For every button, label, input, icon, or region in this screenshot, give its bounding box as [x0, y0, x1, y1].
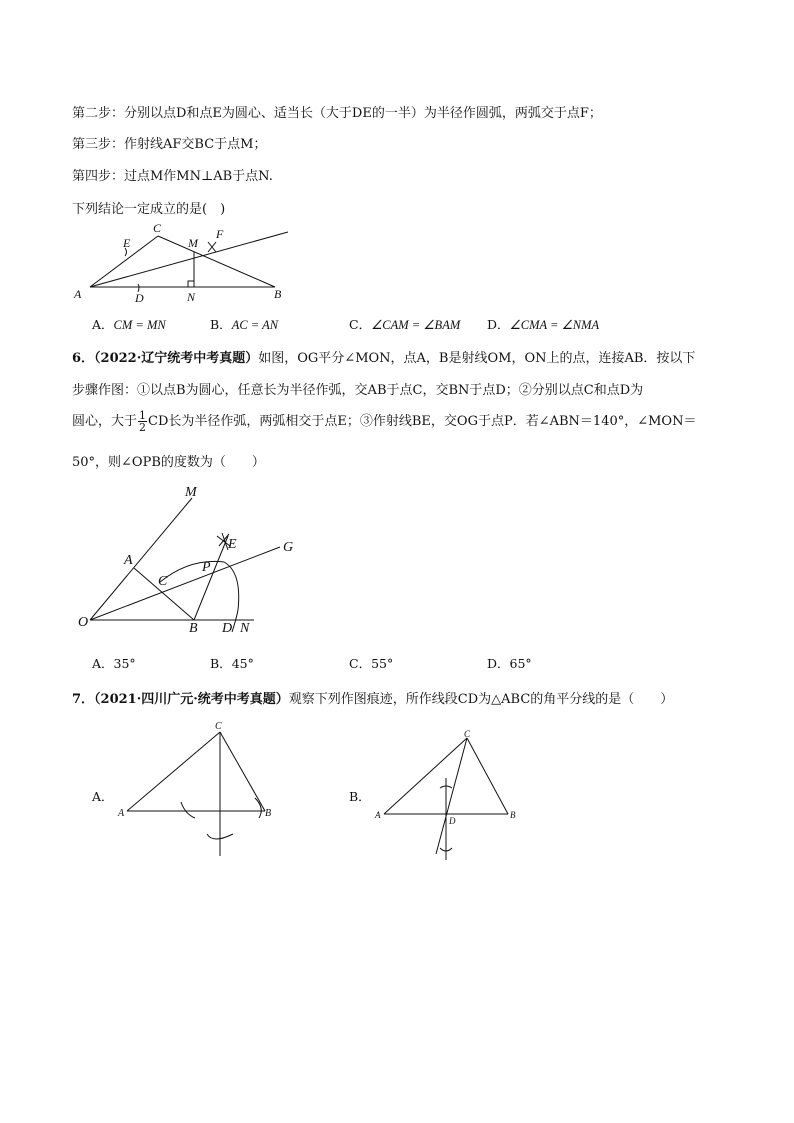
- q7-option-a-label[interactable]: A．: [92, 789, 114, 804]
- q5-option-c[interactable]: C．∠CAM = ∠BAM: [349, 317, 461, 332]
- q7-option-b-figure[interactable]: [372, 728, 532, 863]
- q6-option-a[interactable]: A．35°: [92, 656, 136, 671]
- q6-label-d: D: [222, 621, 233, 636]
- q7-line: 7．（2021·四川广元·统考中考真题）观察下列作图痕迹，所作线段CD为△ABC的角平分线的是（ ）: [72, 692, 674, 707]
- q7-option-b-label[interactable]: B．: [349, 789, 371, 804]
- q6-label-p: P: [202, 560, 211, 575]
- q7b-label-d: D: [449, 816, 456, 826]
- q5-label-a: A: [74, 287, 82, 301]
- q6-label-a: A: [124, 553, 133, 568]
- q6-line-1: 6．（2022·辽宁统考中考真题）如图，OG平分∠MON，点A，B是射线OM，ON上的点，连接AB．按以下: [72, 351, 696, 366]
- q5-option-b[interactable]: B．AC = AN: [210, 317, 279, 332]
- q6-label-g: G: [283, 540, 294, 555]
- q5-label-f: F: [216, 227, 224, 241]
- q6-label-o: O: [78, 615, 89, 630]
- q6-label-b: B: [189, 621, 198, 636]
- q6-line-3: 圆心，大于 $\frac{1}{2}$ CD长为半径作弧，两弧相交于点E；③作射线BE，交OG于点P．若∠ABN＝140°，∠MON＝: [72, 409, 697, 434]
- q6-label-e: E: [228, 537, 237, 552]
- q6-label-n: N: [240, 621, 250, 636]
- q7a-label-c: C: [215, 721, 222, 732]
- q6-option-c[interactable]: C．55°: [349, 656, 394, 671]
- q6-option-d[interactable]: D．65°: [487, 656, 532, 671]
- q5-label-e: E: [123, 236, 131, 250]
- q5-label-m: M: [188, 236, 198, 250]
- q7b-label-c: C: [464, 729, 471, 739]
- q6-figure: [72, 480, 302, 640]
- q6-line-2: 步骤作图：①以点B为圆心，任意长为半径作弧，交AB于点C，交BN于点D；②分别以点C和点D为: [72, 383, 644, 398]
- q5-option-a[interactable]: A．CM = MN: [92, 317, 166, 332]
- step-3-text: 第三步：作射线AF交BC于点M；: [72, 137, 267, 152]
- q6-option-b[interactable]: B．45°: [210, 656, 254, 671]
- q5-figure: [68, 218, 308, 303]
- q6-label-c: C: [158, 574, 168, 589]
- question-prompt: 下列结论一定成立的是( ): [72, 202, 226, 217]
- q7b-label-b: B: [510, 810, 516, 820]
- fraction-one-half: $\frac{1}{2}$: [139, 409, 147, 434]
- q6-label-m: M: [185, 485, 197, 500]
- q7b-label-a: A: [375, 810, 381, 820]
- q6-figure-labels: [78, 485, 293, 636]
- step-2-text: 第二步：分别以点D和点E为圆心、适当长（大于DE的一半）为半径作圆弧，两弧交于点F；: [72, 106, 602, 121]
- q6-line-4: 50°，则∠OPB的度数为（ ）: [72, 455, 265, 470]
- q5-figure-labels: [73, 221, 282, 303]
- step-4-text: 第四步：过点M作MN⊥AB于点N.: [72, 169, 273, 184]
- q7a-label-b: B: [265, 808, 272, 819]
- q5-label-c: C: [153, 221, 162, 235]
- q5-option-d[interactable]: D．∠CMA = ∠NMA: [487, 317, 600, 332]
- q7a-label-a: A: [118, 808, 125, 819]
- q5-label-d: D: [135, 291, 144, 303]
- q5-label-b: B: [274, 287, 282, 301]
- q5-label-n: N: [187, 290, 196, 303]
- q7-option-a-figure[interactable]: [115, 718, 280, 860]
